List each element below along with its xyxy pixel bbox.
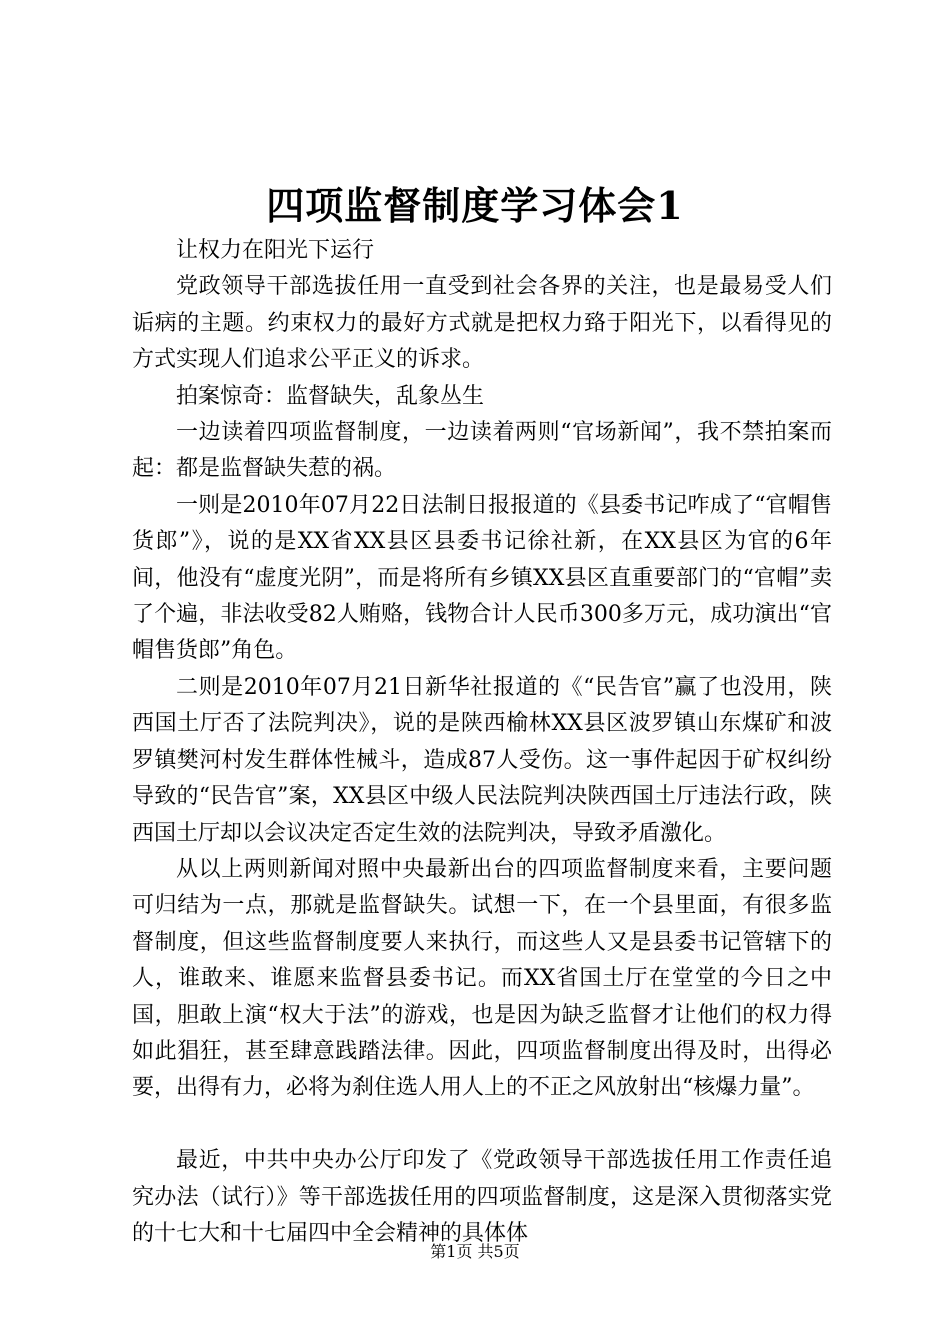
body-paragraph: 党政领导干部选拔任用一直受到社会各界的关注，也是最易受人们诟病的主题。约束权力的最好方式就是把权力臵于阳光下，以看得见的方式实现人们追求公平正义的诉求。 — [132, 274, 832, 373]
body-paragraph: 让权力在阳光下运行 — [176, 238, 375, 263]
page-number-footer: 第1页 共5页 — [430, 1242, 520, 1261]
document-body — [132, 233, 832, 1252]
body-paragraph: 一则是2010年07月22日法制日报报道的《县委书记咋成了“官帽售货郎”》，说的是XX省XX县区县委书记徐社新，在XX县区为官的6年间，他没有“虚度光阴”，而是将所有乡镇XX县区直重要部门的“官帽”卖了个遍，非法收受82人贿赂，钱物合计人民币300多万元，成功演出“官帽售货郎”角色。 — [132, 492, 832, 664]
body-paragraph: 最近，中共中央办公厅印发了《党政领导干部选拔任用工作责任追究办法（试行）》等干部选拔任用的四项监督制度，这是深入贯彻落实党的十七大和十七届四中全会精神的具体体 — [132, 1148, 832, 1246]
document-title: 四项监督制度学习体会1 — [266, 183, 684, 228]
body-paragraph: 一边读着四项监督制度，一边读着两则“官场新闻”，我不禁拍案而起：都是监督缺失惹的祸。 — [132, 420, 832, 482]
body-paragraph: 拍案惊奇：监督缺失，乱象丛生 — [176, 383, 485, 409]
body-paragraph: 从以上两则新闻对照中央最新出台的四项监督制度来看，主要问题可归结为一点，那就是监督缺失。试想一下，在一个县里面，有很多监督制度，但这些监督制度要人来执行，而这些人又是县委书记管辖下的人，谁敢来、谁愿来监督县委书记。而XX省国土厅在堂堂的今日之中国，胆敢上演“权大于法”的游戏，也是因为缺乏监督才让他们的权力得如此猖狂，甚至肆意践踏法律。因此，四项监督制度出得及时，出得必要，出得有力，必将为刹住选人用人上的不正之风放射出“核爆力量”。 — [132, 856, 832, 1101]
body-paragraph: 二则是2010年07月21日新华社报道的《“民告官”赢了也没用，陕西国土厅否了法院判决》，说的是陕西榆林XX县区波罗镇山东煤矿和波罗镇樊河村发生群体性械斗，造成87人受伤。这一事件起因于矿权纠纷导致的“民告官”案，XX县区中级人民法院判决陕西国土厅违法行政，陕西国土厅却以会议决定否定生效的法院判决，导致矛盾激化。 — [132, 674, 832, 846]
paragraph-gap — [132, 1107, 832, 1143]
